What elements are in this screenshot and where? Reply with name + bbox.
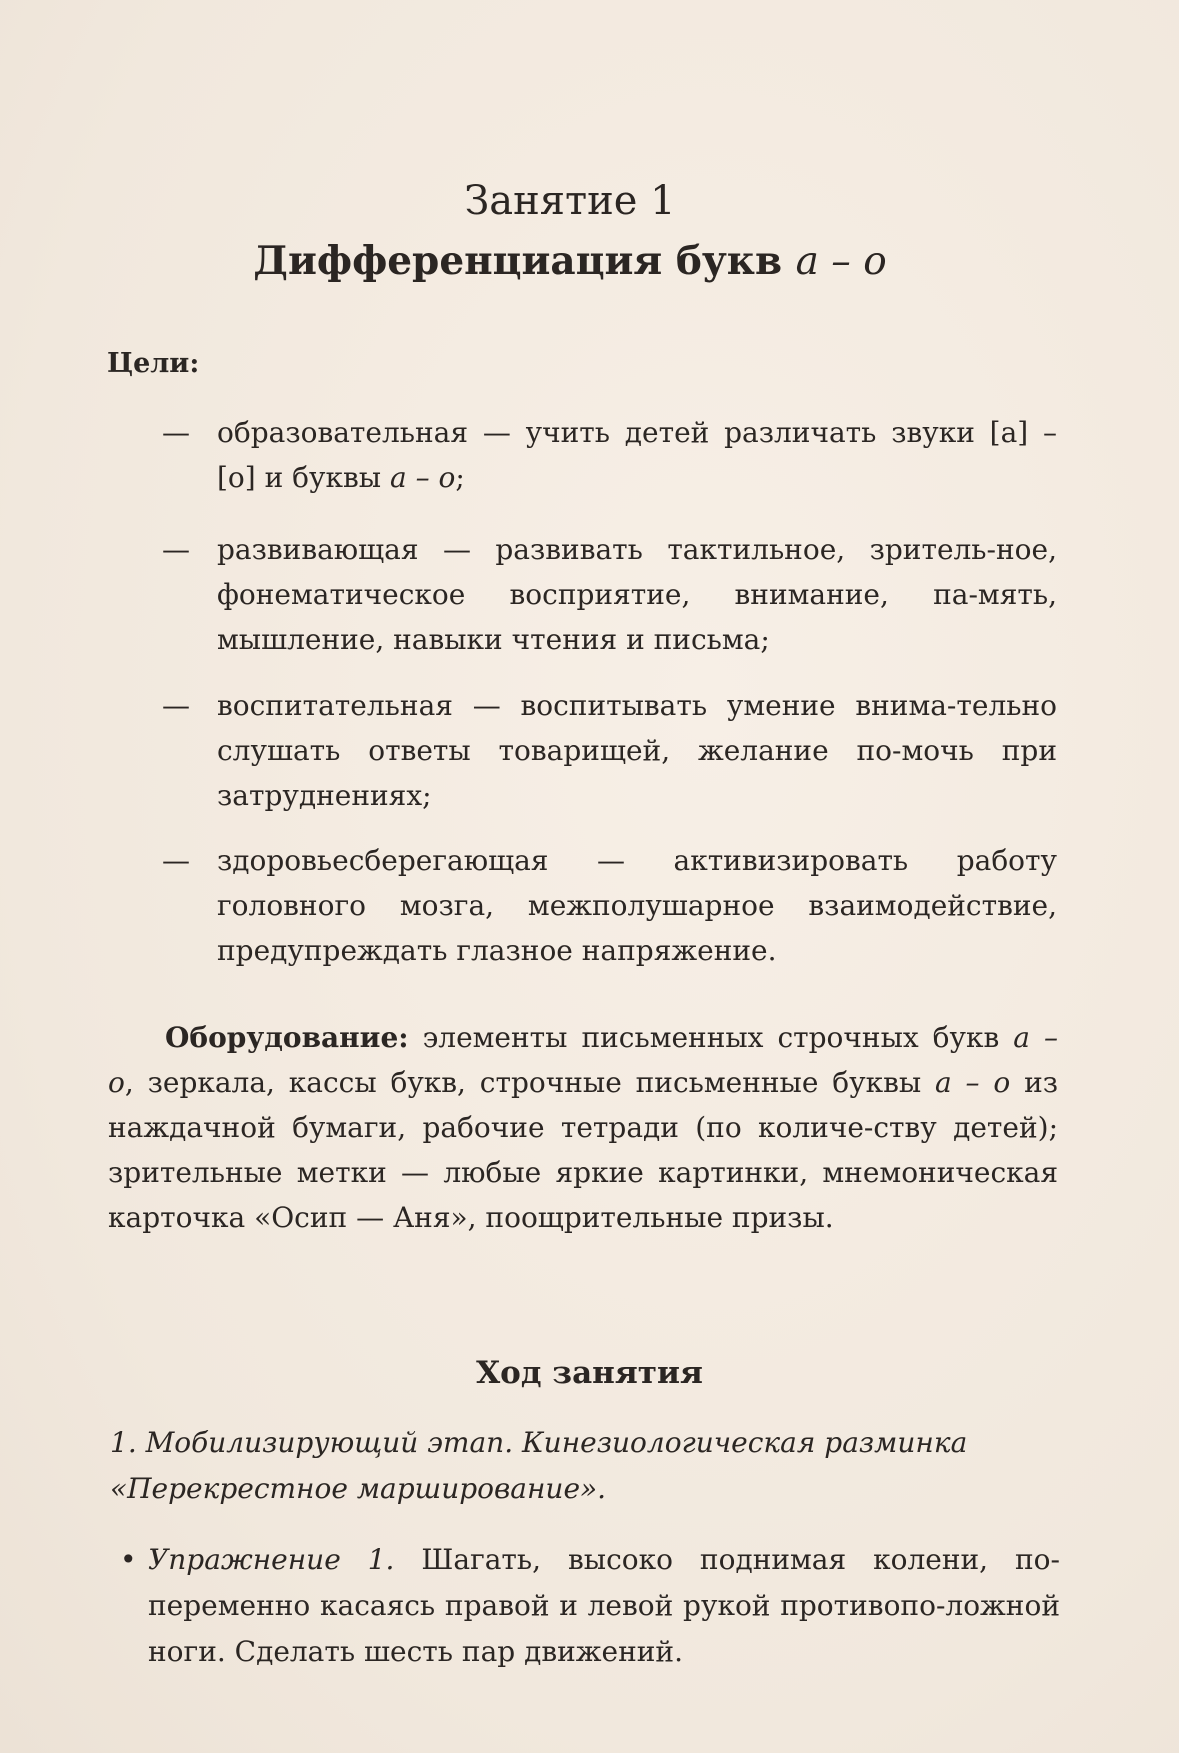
goal-dash: — <box>162 533 190 566</box>
goal-dash: — <box>162 844 190 877</box>
section-title: Ход занятия <box>476 1355 703 1391</box>
lesson-title-letters: а – о <box>795 239 887 284</box>
equipment-letters-2: а – о <box>934 1066 1011 1099</box>
goal-text <box>217 410 1057 500</box>
bullet-icon: • <box>120 1543 137 1576</box>
lesson-number: Занятие 1 <box>464 178 676 224</box>
exercise-item <box>120 1537 1060 1675</box>
goal-item <box>162 683 1057 818</box>
goal-dash: — <box>162 416 190 449</box>
lesson-title-text: Дифференциация букв <box>253 238 783 284</box>
goal-dash: — <box>162 689 190 722</box>
goal-text: здоровьесберегающая — активизировать работу головного мозга, межполушарное взаимодействие, предупреждать глазное напряжение. <box>217 844 1057 967</box>
goal-item <box>162 838 1057 973</box>
goals-label: Цели: <box>107 348 200 379</box>
lesson-title <box>0 238 1140 284</box>
exercise-body: Шагать, высоко поднимая колени, по-переменно касаясь правой и левой рукой противопо-ложной ноги. Сделать шесть пар движений. <box>148 1543 1060 1668</box>
equipment-label: Оборудование: <box>165 1021 409 1054</box>
goal-text: воспитательная — воспитывать умение внима-тельно слушать ответы товарищей, желание по-мочь при затруднениях; <box>217 689 1057 812</box>
goal-item <box>162 410 1057 500</box>
goal-text: развивающая — развивать тактильное, зритель-ное, фонематическое восприятие, внимание, па-мять, мышление, навыки чтения и письма; <box>217 533 1057 656</box>
equipment-paragraph <box>108 1015 1058 1240</box>
goal-item <box>162 527 1057 662</box>
stage-heading: 1. Мобилизирующий этап. Кинезиологическая разминка «Перекрестное марширование». <box>110 1426 968 1505</box>
equipment-part2: , зеркала, кассы букв, строчные письменные буквы <box>124 1066 922 1099</box>
exercise-label: Упражнение 1. <box>148 1543 395 1576</box>
equipment-part3: из наждачной бумаги, рабочие тетради (по количе-ству детей); зрительные метки — любые яркие картинки, мнемоническая карточка «Осип — Аня», поощрительные призы. <box>108 1066 1058 1234</box>
equipment-letters-1: а – о <box>108 1021 1059 1099</box>
goal-text-body: образовательная — учить детей различать звуки [а] – [о] и буквы <box>217 416 1057 494</box>
goal-letters: а – о <box>389 461 456 494</box>
exercise-text <box>148 1537 1060 1675</box>
equipment-part1: элементы письменных строчных букв <box>422 1021 1000 1054</box>
goal-end: ; <box>455 461 465 494</box>
